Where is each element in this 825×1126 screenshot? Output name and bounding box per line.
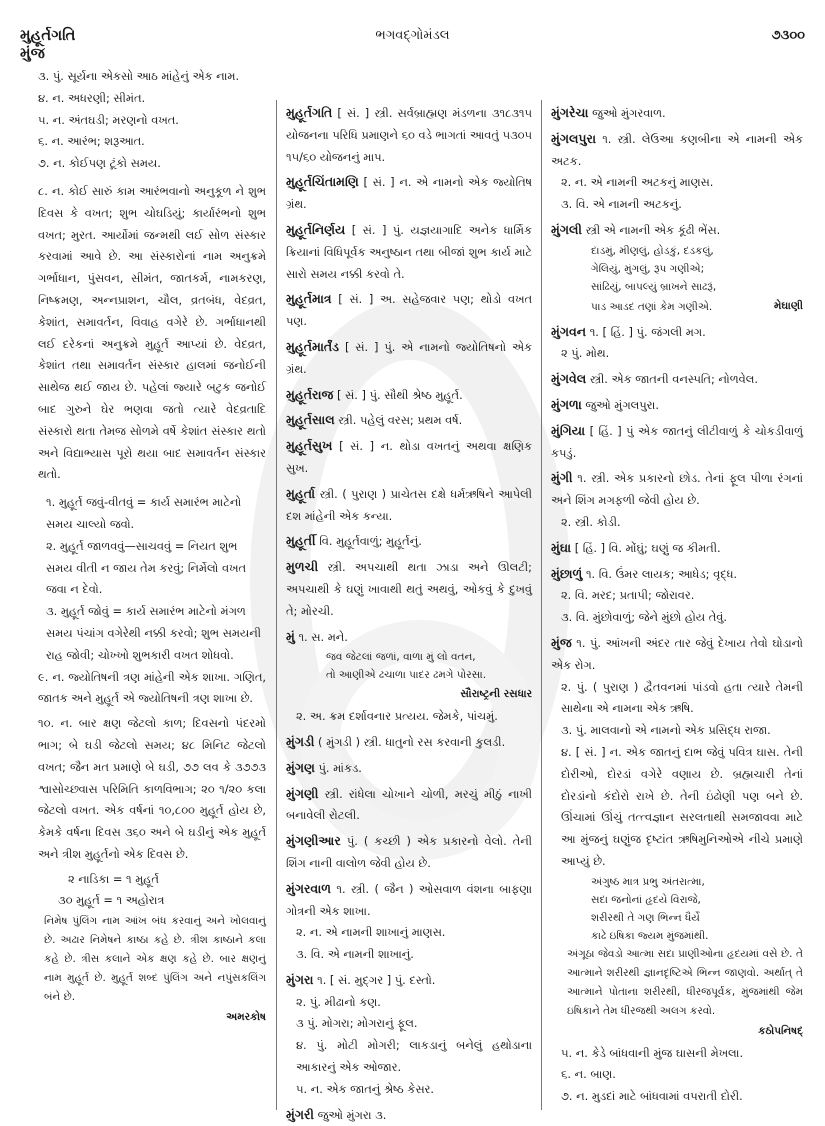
guide-word-last: મુંજ [20, 44, 45, 62]
definition: ( મુંગડી ) સ્ત્રી. ધાતુનો રસ કરવાની કુલડી. [318, 734, 506, 749]
headword: મુહૂર્તગતિ [286, 105, 333, 120]
sense-paragraph: ૮. ન. કોઈ સારું કામ આરંભવાનો અનુકૂળ ને શુભ દિવસ કે વખત; શુભ ચોઘડિયું; કાર્યારંભનો શુભ વખત; મુરત. આર્યોમાં જન્મથી લઈ સોળ સંસ્કાર કરવામાં આવે છે. આ સંસ્કારોનાં નામ અનુક્રમે ગર્ભાધાન, પુંસવન, સીમંત, જાતકર્મ, નામકરણ, નિષ્ક્રમણ, અન્નપ્રાશન, ચૌલ, વ્રતબંધ, વેદવ્રત, કેશાંત, સમાવર્તન, વિવાહ વગેરે છે. ગર્ભાધાનથી લઈ દરેકનાં અનુક્રમે મુહૂર્ત આપ્યાં છે. વેદવ્રત, કેશાંત તથા સમાવર્તન સંસ્કાર હાલમાં જનોઈની સાથેજ થઈ જાય છે. પહેલાં જ્યારે બટુક જનોઈ બાદ ગુરુને ઘેર ભણવા જતો ત્યારે વેદવ્રતાદિ સંસ્કારો થતા તેમજ સોળમે વર્ષે કેશાંત સંસ્કાર થતો અને વિદ્યાભ્યાસ પૂરો થયા બાદ સમાવર્તન સંસ્કાર થતો. [38, 183, 266, 482]
sense: ૭. ન. કોઈપણ ટૂંકો સમય. [38, 156, 161, 171]
headword: મુંગી [551, 470, 573, 486]
dictionary-entry [551, 321, 803, 366]
headword: મુહૂર્તચિંતામણિ [286, 174, 359, 190]
dictionary-entry [286, 435, 532, 480]
dictionary-entry [286, 384, 532, 407]
explanation: અંગૂઠા જેવડો આત્મા સદા પ્રાણીઓના હૃદયમાં વસે છે. તે આત્માને શરીરથી જ્ઞાનદૃષ્ટિએ ભિન્ન જાણવો. અર્થાત્ તે આત્માને પોતાના શરીરથી, ધીરજપૂર્વક, મુંજમાંથી જેમ ઇષિકાને તેમ ધીરજથી અલગ કરવો. [567, 947, 803, 1017]
definition: પું. ( કચ્છી ) એક પ્રકારનો વેલો. તેની શિંગ નાની વાલોળ જેવી હોય છે. [286, 834, 532, 870]
dictionary-entry [286, 731, 532, 754]
idiom: ૨. મુહૂર્ત જાળવવું—સાચવવું = નિયત શુભ સમય વીતી ન જાય તેમ કરવું; નિર્મેલો વખત જવા ન દેવો. [46, 538, 247, 597]
dictionary-entry [551, 467, 803, 533]
definition: ૧. પું. આંખની અંદર તાર જેવું દેખાય તેવો ઘોડાનો એક રોગ. [551, 635, 803, 672]
definition: ૧. સ્ત્રી. એક પ્રકારનો છોડ. તેનાં ફૂલ પીળા રંગનાં અને શિંગ મગફળી જેવી હોય છે. [551, 471, 803, 508]
definition: સ્ત્રી એ નામની એક કૂંઢી ભેંસ. [585, 222, 721, 237]
headword: મુંછાળું [551, 565, 583, 581]
definition: વિ. મુહૂર્તવાળું; મુહૂર્તનું. [319, 534, 422, 549]
definition: [ સં. ] ન. થોડા વખતનું અથવા ક્ષણિક સુખ. [286, 439, 532, 475]
dictionary-entry [551, 537, 803, 560]
definition: [ સં. ] પું. સૌથી શ્રેષ્ઠ મુહૂર્ત. [336, 387, 463, 402]
headword: મુંગળા [551, 396, 582, 412]
definition: [ સં. ] પું. એ નામનો જ્યોતિષનો એક ગ્રંથ. [286, 339, 533, 376]
verse-line: અંગુષ્ઠ માત્ર પ્રભુ અંતરાત્મા, [591, 875, 705, 888]
verse-source: મેઘાણી [773, 299, 803, 312]
dictionary-entry [286, 409, 532, 432]
idiom: ૧. મુહૂર્ત જવું-વીતવું = કાર્ય સમારંભ માટેનો સમય ચાલ્યો જવો. [46, 495, 242, 531]
definition: સ્ત્રી. પહેલું વરસ; પ્રથમ વર્ષ. [338, 413, 463, 428]
definition: ૧. [ હિં. ] પું. જંગલી મગ. [589, 324, 706, 339]
headword: મુંગવેલ [551, 371, 587, 387]
headword: મુંગલપુરા [551, 130, 597, 146]
dictionary-entry [286, 757, 532, 780]
verse-line: દાડમું, મીણલું, હોડકું, દડકલું, [591, 244, 714, 257]
headword: મુંઘા [551, 539, 572, 555]
sense: ૫. ન. કેડે બાંધવાની મુંજ ઘાસની મેખલા. [561, 1045, 744, 1060]
dictionary-entry [551, 563, 803, 629]
dictionary-entry [551, 394, 803, 417]
column-divider [276, 100, 277, 1110]
dictionary-entry [551, 368, 803, 391]
sense: ૩. પું. સૂર્યના એકસો આઠ માંહેનું એક નામ. [38, 69, 240, 83]
left-column [28, 66, 266, 1080]
headword: મુહૂર્તનિર્ણય [286, 221, 346, 237]
headword: મુહૂર્તસુખ [286, 438, 333, 454]
dictionary-entry [286, 1104, 532, 1126]
page-number: ૭૩૦૦ [771, 28, 805, 43]
guide-word-first: મુહૂર્તગતિ [20, 26, 76, 44]
definition: સ્ત્રી. અપચાથી થતા ઝાડા અને ઊલટી; અપચાથી કે ઘણું ખાવાથી થતું અથવું, ઓકવું કે દુખવું તે; મોરચી. [286, 560, 532, 618]
sense: ૩. વિ. મુંછોવાળું; જેને મુંછો હોય તેવું. [561, 610, 728, 625]
definition: ૧. વિ. ઉંમર લાયક; આધેડ; વૃદ્ધ. [585, 566, 738, 581]
page-header [20, 22, 805, 62]
sense: ૩. પું. માલવાનો એ નામનો એક પ્રસિદ્ધ રાજા. [561, 723, 771, 738]
middle-column [286, 102, 533, 1122]
quotation-source: કઠોપનિષદ્ [758, 1024, 803, 1037]
verse-source: સૌરાષ્ટ્રની રસધાર [460, 688, 532, 701]
headword: મુંગડી [286, 733, 315, 749]
quotation: નિમેષ પુંલિંગ નામ આંખ બંધ કરવાનું અને ખોલવાનું છે. અઢાર નિમેષને કાષ્ઠા કહે છે. ત્રીશ કાષ્ઠાને કલા કહે છે. ત્રીસ કલાને એક ક્ષણ કહે છે. બાર ક્ષણનું નામ મુહૂર્ત છે. મુહૂર્ત શબ્દ પુંલિંગ અને નપુંસકલિંગ બંને છે. [44, 915, 266, 1004]
verse-line: સદા જનોનાં હૃદયે વિરાજે, [591, 893, 701, 906]
definition: [ હિં. ] પું એક જાતનું લીટીવાળું કે ચોકડીવાળું કપડું. [551, 423, 803, 460]
sense: ૬. ન. બાણ. [561, 1067, 616, 1082]
sense: ૪. ન. અધરણી; સીમંત. [38, 90, 146, 105]
verse-line: જવ જેટલાં જળાં, વાળા મું લો વતન, [326, 651, 476, 664]
definition: [ સં. ] પું. યજ્ઞયાગાદિ અનેક ધાર્મિક ક્રિયાનાં વિધિપૂર્વક અનુષ્ઠાન તથા બીજાં શુભ કાર્ય માટે સારો સમય નક્કી કરવો તે. [286, 222, 532, 281]
sense: ૨. પું. ( પુરાણ ) દ્વૈતવનમાં પાંડવો હતા ત્યારે તેમની સાથેના એ નામના એક ઋષિ. [561, 679, 803, 716]
dictionary-entry [286, 830, 532, 875]
headword: મુહૂર્તમાર્તંડ [286, 338, 340, 354]
column-divider [541, 100, 542, 1110]
headword: મુંગલી [551, 221, 582, 237]
definition: જુઓ મુંગરા ૩. [317, 1107, 387, 1122]
verse-line: તો આણીએ ઢચાળા પાદર ઢમગે પોરસા. [326, 669, 487, 682]
headword: મુંજ [551, 634, 572, 650]
dictionary-entry [286, 336, 532, 381]
headword: મુળચી [286, 559, 319, 575]
dictionary-entry [286, 530, 532, 553]
verse-line: ગેલિયું, મુંગલું, રૂપ ગણીએ; [591, 262, 705, 275]
idiom: ૩. મુહૂર્ત જોવું = કાર્ય સમારંભ માટેનો મંગળ સમય પંચાંગ વગેરેથી નક્કી કરવો; શુભ સમયની રાહ જોવી; ચોખ્ખો શુભકારી વખત શોધવો. [46, 604, 261, 662]
sense: ૩. વિ. એ નામની શાખાનું. [296, 947, 414, 962]
dictionary-entry [286, 219, 532, 285]
dictionary-entry [286, 288, 532, 333]
definition: ૧. [ સં. મુદ્ગર ] પું. દસ્તો. [317, 972, 436, 987]
headword: મુહૂર્તમાત્ર [286, 291, 332, 307]
dictionary-entry [286, 969, 532, 1101]
definition: પું. માંકડ. [318, 760, 362, 775]
dictionary-entry [286, 626, 532, 728]
headword: મું [286, 628, 295, 644]
dictionary-entry [286, 102, 532, 168]
dictionary-title: ભગવદ્ગોમંડલ [375, 28, 450, 43]
sense: ૨. અ. ક્રમ દર્શાવનાર પ્રત્યય. જેમકે, પાંચમું. [296, 709, 498, 724]
headword: મુંગિયા [551, 422, 586, 438]
dictionary-entry [551, 128, 803, 216]
sense: ૪. પું. મોટી મોગરી; લાકડાનું બનેલું હથોડાના આકારનું એક ઓજાર. [296, 1038, 532, 1075]
equation: ૩૦ મુહૂર્ત = ૧ અહોરાત્ર [58, 893, 165, 908]
dictionary-entry [551, 102, 803, 125]
definition: ૧. સ. મને. [298, 629, 348, 644]
quotation-source: અમરકોષ [226, 1011, 266, 1024]
headword: મુંગવન [551, 323, 587, 339]
dictionary-entry [286, 783, 532, 828]
verse-line: શરીરથી તે ગણ ભિન્ન ધૈર્યે [591, 911, 700, 924]
sense: ૭. ન. મુડદાં માટે બાંધવામાં વપરાતી દોરી. [561, 1089, 743, 1104]
definition: [ હિં. ] વિ. મોંઘું; ઘણું જ કીમતી. [574, 540, 721, 555]
headword: મુંગરા [286, 971, 314, 987]
dictionary-entry [286, 171, 532, 216]
definition: [ સં. ] ન. એ નામનો એક જ્યોતિષ ગ્રંથ. [286, 175, 532, 212]
dictionary-columns [0, 60, 825, 1122]
definition: સ્ત્રી. રાંધેલા ચોખાને ચોળી, મરચું મીઠું નાખી બનાવેલી રોટલી. [286, 786, 533, 823]
sense: ૩. વિ. એ નામની અટકનું. [561, 197, 682, 212]
dictionary-entry [286, 878, 532, 966]
dictionary-entry [286, 483, 532, 528]
headword: મુહૂર્તી [286, 533, 316, 549]
sense: ૨. સ્ત્રી. કોડી. [561, 514, 621, 529]
sense: ૨. ન. એ નામની શાખાનું માણસ. [296, 925, 446, 940]
sense: ૪. [ સં. ] ન. એક જાતનું દાભ જેવું પવિત્ર ઘાસ. તેની દોરીઓ, દોરડાં વગેરે વણાય છે. બ્રહ્મચારી તેનાં દોરડાંનો કંદોરો રાખે છે. તેની ઇંઢોણી પણ બને છે. ઊંચામાં ઊંચું તત્ત્વજ્ઞાન સરલતાથી સમજાવવા માટે આ મુંજનું ઘણુંજ દૃષ્ટાંત ઋષિમુનિઓએ નીચે પ્રમાણે આપ્યું છે. [561, 744, 803, 868]
headword: મુંગણી [286, 785, 319, 801]
verse-line: પાડ આડદ તણાં કેમ ગણીએ. [591, 300, 713, 313]
sense: ૬. ન. આરંભ; શરૂઆત. [38, 134, 145, 149]
definition: ૧. સ્ત્રી. લેઉઆ કણબીના એ નામની એક અટક. [551, 131, 804, 168]
sense: ૫. ન. અંતઘડી; મરણનો વખત. [38, 112, 179, 127]
headword: મુંગરવાળ [286, 880, 332, 896]
headword: મુહૂર્તરાજ [286, 386, 334, 402]
dictionary-entry [551, 420, 803, 465]
definition: જુઓ મુંગરવાળ. [592, 106, 666, 120]
headword: મુંગણીઆર [286, 833, 341, 849]
definition: સ્ત્રી. ( પુરાણ ) પ્રાચેતસ દક્ષે ધર્મઋષિને આપેલી દશ માંહેની એક કન્યા. [286, 486, 532, 523]
equation: ૨ નાડિકા = ૧ મુહૂર્ત [68, 871, 159, 886]
definition: સ્ત્રી. એક જાતની વનસ્પતિ; નોળવેલ. [589, 372, 758, 387]
verse-line: સાંઢિયું, બાપલ્યું બ્રાખને સાઢરૂં, [591, 280, 717, 293]
verse-line: કાઢે ઇષિકા જ્યમ મુંજમાંથી. [591, 929, 709, 942]
sense: ૨. પું. મીઢાનો કણ. [296, 994, 381, 1009]
sense: ૨. વિ. મરદ; પ્રતાપી; જોરાવર. [561, 588, 695, 603]
dictionary-entry [551, 219, 803, 318]
headword: મુહૂર્તસાલ [286, 412, 335, 428]
sense: ૨ પું. મોથ. [561, 346, 610, 361]
headword: મુંગણ [286, 759, 315, 775]
sense-paragraph: ૯. ન. જ્યોતિષની ત્રણ માંહેની એક શાખા. ગણિત, જાતક અને મુહૂર્ત એ જ્યોતિષની ત્રણ શાખા છે. [38, 669, 266, 706]
sense: ૨. ન. એ નામની અટકનું માણસ. [561, 175, 714, 190]
definition: જુઓ મુંગલપુરા. [585, 397, 659, 412]
headword: મુંગરેચા [551, 105, 589, 120]
headword: મુહૂર્તા [286, 485, 316, 501]
sense: ૩ પું. મોગરા; મોગરાનું ફૂલ. [296, 1016, 418, 1031]
headword: મુંગરી [286, 1106, 314, 1122]
definition: ૧. સ્ત્રી. ( જૈન ) ઓસવાળ વંશના બાફણા ગોત્રની એક શાખા. [286, 881, 532, 918]
right-column [551, 102, 804, 1104]
sense-paragraph: ૧૦. ન. બાર ક્ષણ જેટલો કાળ; દિવસનો પંદરમો ભાગ; બે ઘડી જેટલો સમય; ૪૮ મિનિટ જેટલો વખત; જૈન મત પ્રમાણે બે ઘડી, ૭૭ લવ કે ૩૭૭૩ શ્વાસોચ્છ્વાસ પરિમિતિ કાળવિભાગ; ૨૦ ૧/૨૦ કલા જેટલો વખત. એક વર્ષનાં ૧૦,૮૦૦ મુહૂર્ત હોય છે, કેમકે વર્ષના દિવસ ૩૬૦ અને બે ઘડીનું એક મુહૂર્ત અને ત્રીશ મુહૂર્તનો એક દિવસ છે. [38, 716, 266, 861]
dictionary-entry [286, 556, 532, 622]
dictionary-entry [551, 632, 803, 1108]
sense: ૫. ન. એક જાતનું શ્રેષ્ઠ કેસર. [296, 1081, 435, 1096]
definition: [ સં. ] અ. સહેજવાર પણ; થોડો વખત પણ. [286, 292, 532, 329]
definition: [ સં. ] સ્ત્રી. સર્વબ્રાહ્મણ મંડળના ૩૧૮૩૧૫ યોજનના પરિધિ પ્રમાણને ૬૦ વડે ભાગતાં આવતું ૫૩૦૫ ૧૫/૬૦ યોજનનું માપ. [286, 106, 532, 164]
